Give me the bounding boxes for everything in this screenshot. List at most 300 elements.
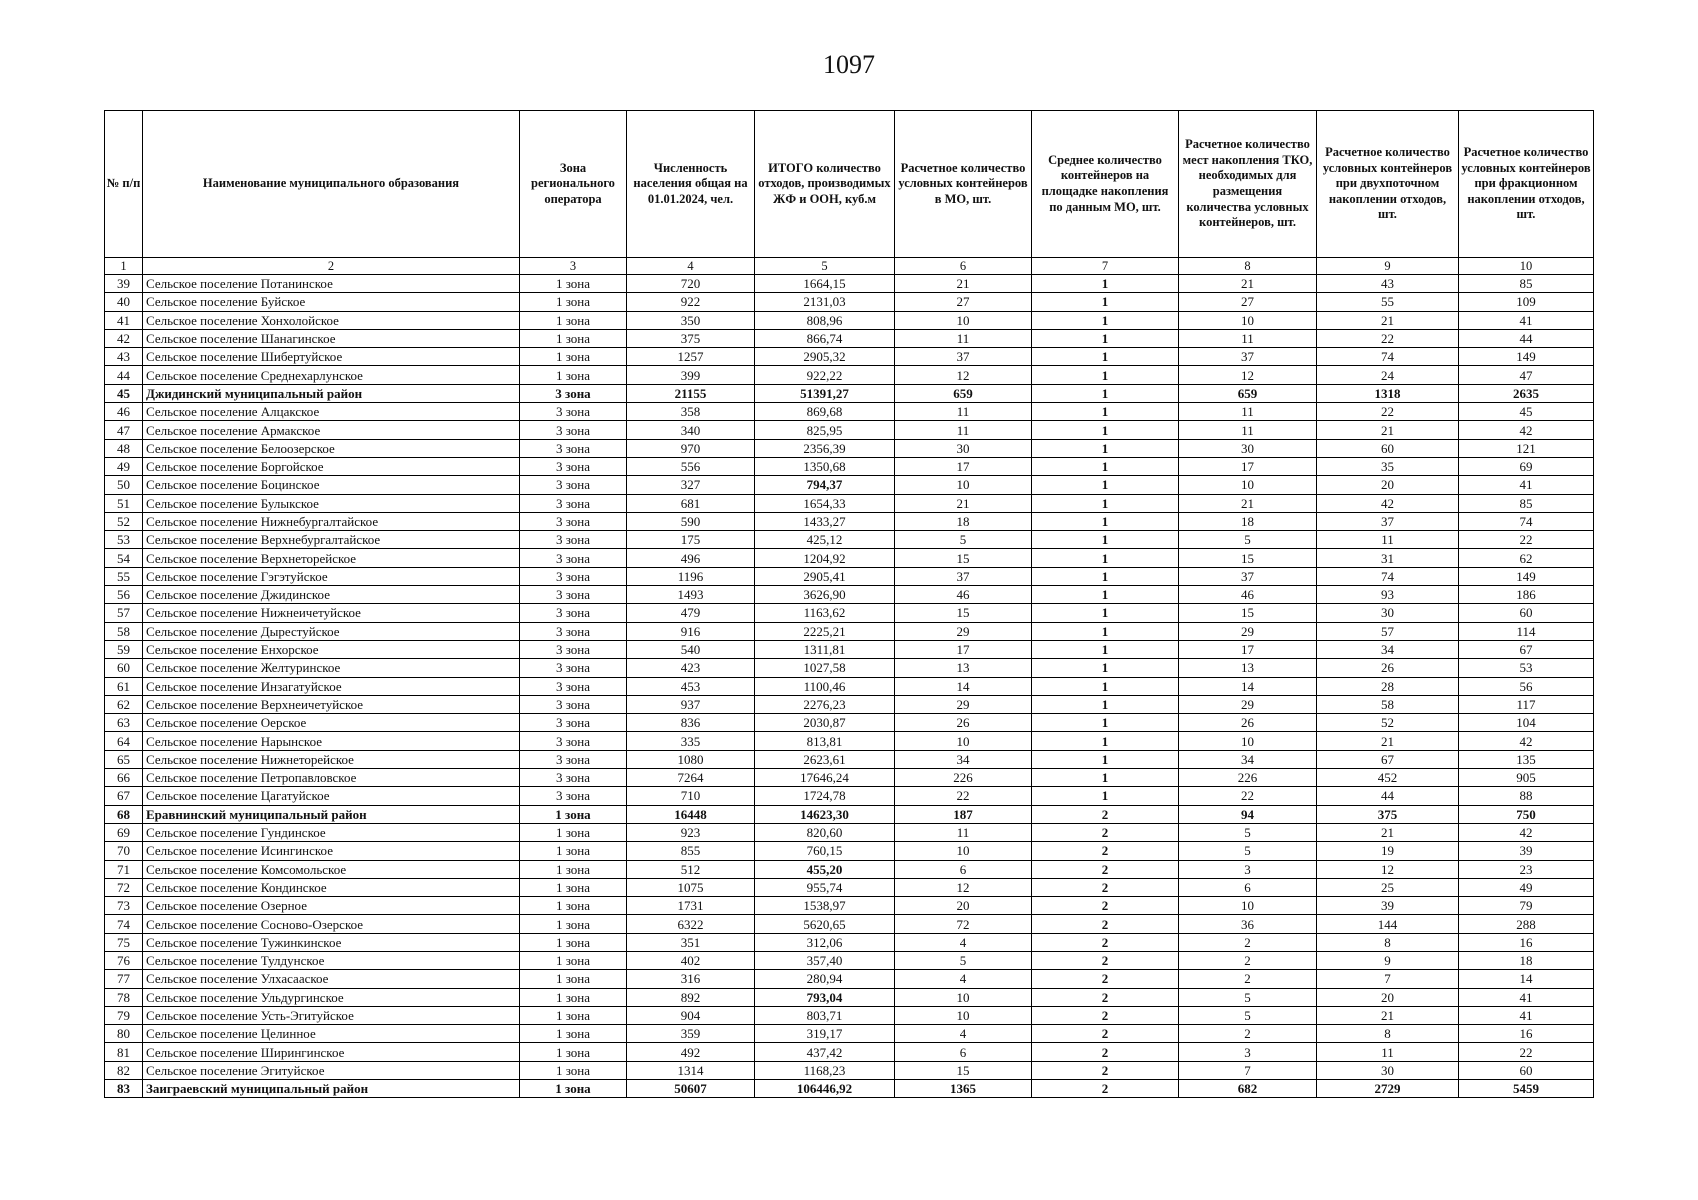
collection-places: 7 xyxy=(1179,1061,1317,1079)
zone: 3 зона xyxy=(520,403,627,421)
population: 175 xyxy=(627,531,755,549)
row-number: 56 xyxy=(105,586,143,604)
two-stream-containers: 11 xyxy=(1317,1043,1459,1061)
fraction-containers: 53 xyxy=(1459,659,1594,677)
fraction-containers: 2635 xyxy=(1459,384,1594,402)
avg-containers: 1 xyxy=(1032,622,1179,640)
two-stream-containers: 28 xyxy=(1317,677,1459,695)
two-stream-containers: 43 xyxy=(1317,275,1459,293)
waste-volume: 1664,15 xyxy=(755,275,895,293)
table-row xyxy=(105,348,1594,366)
collection-places: 5 xyxy=(1179,988,1317,1006)
municipality-name: Сельское поселение Буйское xyxy=(143,293,520,311)
avg-containers: 1 xyxy=(1032,586,1179,604)
zone: 1 зона xyxy=(520,933,627,951)
avg-containers: 2 xyxy=(1032,988,1179,1006)
fraction-containers: 22 xyxy=(1459,1043,1594,1061)
container-count: 10 xyxy=(895,476,1032,494)
row-number: 77 xyxy=(105,970,143,988)
row-number: 58 xyxy=(105,622,143,640)
waste-volume: 793,04 xyxy=(755,988,895,1006)
population: 358 xyxy=(627,403,755,421)
municipality-name: Сельское поселение Озерное xyxy=(143,897,520,915)
avg-containers: 1 xyxy=(1032,421,1179,439)
collection-places: 659 xyxy=(1179,384,1317,402)
population: 937 xyxy=(627,695,755,713)
zone: 3 зона xyxy=(520,787,627,805)
avg-containers: 1 xyxy=(1032,384,1179,402)
two-stream-containers: 1318 xyxy=(1317,384,1459,402)
container-count: 10 xyxy=(895,842,1032,860)
population: 1257 xyxy=(627,348,755,366)
waste-volume: 866,74 xyxy=(755,329,895,347)
population: 1493 xyxy=(627,586,755,604)
zone: 3 зона xyxy=(520,586,627,604)
container-count: 6 xyxy=(895,1043,1032,1061)
waste-volume: 808,96 xyxy=(755,311,895,329)
population: 359 xyxy=(627,1025,755,1043)
municipality-name: Сельское поселение Инзагатуйское xyxy=(143,677,520,695)
avg-containers: 1 xyxy=(1032,293,1179,311)
container-count: 15 xyxy=(895,604,1032,622)
column-number: 7 xyxy=(1032,258,1179,275)
waste-volume: 3626,90 xyxy=(755,586,895,604)
fraction-containers: 114 xyxy=(1459,622,1594,640)
collection-places: 2 xyxy=(1179,1025,1317,1043)
fraction-containers: 149 xyxy=(1459,348,1594,366)
row-number: 47 xyxy=(105,421,143,439)
container-count: 4 xyxy=(895,1025,1032,1043)
column-number: 4 xyxy=(627,258,755,275)
municipality-name: Сельское поселение Верхнеторейское xyxy=(143,549,520,567)
population: 399 xyxy=(627,366,755,384)
table-row xyxy=(105,860,1594,878)
waste-volume: 437,42 xyxy=(755,1043,895,1061)
collection-places: 226 xyxy=(1179,769,1317,787)
avg-containers: 2 xyxy=(1032,951,1179,969)
container-count: 17 xyxy=(895,457,1032,475)
column-number: 6 xyxy=(895,258,1032,275)
municipality-name: Сельское поселение Нижнеичетуйское xyxy=(143,604,520,622)
municipality-name: Сельское поселение Нарынское xyxy=(143,732,520,750)
container-count: 15 xyxy=(895,1061,1032,1079)
table-row xyxy=(105,275,1594,293)
avg-containers: 1 xyxy=(1032,567,1179,585)
municipality-name: Сельское поселение Гэгэтуйское xyxy=(143,567,520,585)
zone: 3 зона xyxy=(520,732,627,750)
waste-volume: 1538,97 xyxy=(755,897,895,915)
row-number: 79 xyxy=(105,1006,143,1024)
table-row xyxy=(105,1080,1594,1098)
two-stream-containers: 74 xyxy=(1317,348,1459,366)
waste-volume: 1350,68 xyxy=(755,457,895,475)
table-row xyxy=(105,951,1594,969)
collection-places: 46 xyxy=(1179,586,1317,604)
collection-places: 3 xyxy=(1179,1043,1317,1061)
zone: 3 зона xyxy=(520,714,627,732)
row-number: 72 xyxy=(105,878,143,896)
two-stream-containers: 22 xyxy=(1317,403,1459,421)
row-number: 40 xyxy=(105,293,143,311)
row-number: 73 xyxy=(105,897,143,915)
municipality-name: Сельское поселение Сосново-Озерское xyxy=(143,915,520,933)
zone: 1 зона xyxy=(520,988,627,1006)
collection-places: 11 xyxy=(1179,329,1317,347)
container-count: 22 xyxy=(895,787,1032,805)
table-row xyxy=(105,311,1594,329)
two-stream-containers: 52 xyxy=(1317,714,1459,732)
two-stream-containers: 74 xyxy=(1317,567,1459,585)
municipality-name: Сельское поселение Боцинское xyxy=(143,476,520,494)
avg-containers: 1 xyxy=(1032,476,1179,494)
avg-containers: 2 xyxy=(1032,933,1179,951)
collection-places: 15 xyxy=(1179,549,1317,567)
zone: 3 зона xyxy=(520,640,627,658)
avg-containers: 1 xyxy=(1032,787,1179,805)
avg-containers: 2 xyxy=(1032,1080,1179,1098)
table-row xyxy=(105,732,1594,750)
table-row xyxy=(105,1025,1594,1043)
waste-volume: 794,37 xyxy=(755,476,895,494)
municipality-name: Сельское поселение Улхасаaское xyxy=(143,970,520,988)
two-stream-containers: 21 xyxy=(1317,732,1459,750)
waste-volume: 1027,58 xyxy=(755,659,895,677)
municipality-name: Сельское поселение Булыкское xyxy=(143,494,520,512)
two-stream-containers: 24 xyxy=(1317,366,1459,384)
fraction-containers: 121 xyxy=(1459,439,1594,457)
row-number: 76 xyxy=(105,951,143,969)
table-row xyxy=(105,1043,1594,1061)
table-row xyxy=(105,476,1594,494)
population: 50607 xyxy=(627,1080,755,1098)
fraction-containers: 74 xyxy=(1459,512,1594,530)
municipality-name: Сельское поселение Тулдунское xyxy=(143,951,520,969)
waste-volume: 820,60 xyxy=(755,823,895,841)
column-number: 8 xyxy=(1179,258,1317,275)
container-count: 46 xyxy=(895,586,1032,604)
waste-volume: 825,95 xyxy=(755,421,895,439)
table-row xyxy=(105,640,1594,658)
row-number: 51 xyxy=(105,494,143,512)
waste-volume: 869,68 xyxy=(755,403,895,421)
municipality-name: Еравнинский муниципальный район xyxy=(143,805,520,823)
zone: 3 зона xyxy=(520,531,627,549)
container-count: 29 xyxy=(895,622,1032,640)
municipality-name: Сельское поселение Верхнебургалтайское xyxy=(143,531,520,549)
header-cell: Наименование муниципального образования xyxy=(143,111,520,258)
avg-containers: 2 xyxy=(1032,1061,1179,1079)
fraction-containers: 41 xyxy=(1459,311,1594,329)
two-stream-containers: 8 xyxy=(1317,1025,1459,1043)
header-cell: Расчетное количество условных контейнеров при фракционном накоплении отходов, шт. xyxy=(1459,111,1594,258)
row-number: 43 xyxy=(105,348,143,366)
population: 904 xyxy=(627,1006,755,1024)
two-stream-containers: 144 xyxy=(1317,915,1459,933)
two-stream-containers: 34 xyxy=(1317,640,1459,658)
avg-containers: 1 xyxy=(1032,640,1179,658)
two-stream-containers: 93 xyxy=(1317,586,1459,604)
municipality-name: Сельское поселение Ульдургинское xyxy=(143,988,520,1006)
zone: 3 зона xyxy=(520,384,627,402)
collection-places: 10 xyxy=(1179,732,1317,750)
zone: 3 зона xyxy=(520,659,627,677)
row-number: 68 xyxy=(105,805,143,823)
container-count: 5 xyxy=(895,951,1032,969)
row-number: 61 xyxy=(105,677,143,695)
municipality-name: Джидинский муниципальный район xyxy=(143,384,520,402)
municipality-name: Сельское поселение Среднехарлунское xyxy=(143,366,520,384)
table-row xyxy=(105,329,1594,347)
collection-places: 14 xyxy=(1179,677,1317,695)
column-number: 5 xyxy=(755,258,895,275)
fraction-containers: 60 xyxy=(1459,1061,1594,1079)
collection-places: 26 xyxy=(1179,714,1317,732)
zone: 1 зона xyxy=(520,823,627,841)
table-row xyxy=(105,915,1594,933)
municipality-name: Сельское поселение Боргойское xyxy=(143,457,520,475)
row-number: 46 xyxy=(105,403,143,421)
municipality-name: Заиграевский муниципальный район xyxy=(143,1080,520,1098)
row-number: 48 xyxy=(105,439,143,457)
avg-containers: 1 xyxy=(1032,714,1179,732)
data-table xyxy=(104,110,1594,1098)
zone: 3 зона xyxy=(520,512,627,530)
municipality-name: Сельское поселение Исингинское xyxy=(143,842,520,860)
table-row xyxy=(105,531,1594,549)
population: 720 xyxy=(627,275,755,293)
municipality-name: Сельское поселение Целинное xyxy=(143,1025,520,1043)
header-cell: Среднее количество контейнеров на площадке накопления по данным МО, шт. xyxy=(1032,111,1179,258)
column-number: 10 xyxy=(1459,258,1594,275)
table-row xyxy=(105,494,1594,512)
population: 922 xyxy=(627,293,755,311)
table-row xyxy=(105,659,1594,677)
waste-volume: 803,71 xyxy=(755,1006,895,1024)
population: 479 xyxy=(627,604,755,622)
container-count: 659 xyxy=(895,384,1032,402)
container-count: 4 xyxy=(895,933,1032,951)
fraction-containers: 288 xyxy=(1459,915,1594,933)
zone: 3 зона xyxy=(520,567,627,585)
container-count: 6 xyxy=(895,860,1032,878)
population: 556 xyxy=(627,457,755,475)
container-count: 10 xyxy=(895,1006,1032,1024)
container-count: 15 xyxy=(895,549,1032,567)
two-stream-containers: 8 xyxy=(1317,933,1459,951)
row-number: 50 xyxy=(105,476,143,494)
zone: 1 зона xyxy=(520,311,627,329)
table-row xyxy=(105,842,1594,860)
waste-volume: 51391,27 xyxy=(755,384,895,402)
row-number: 67 xyxy=(105,787,143,805)
avg-containers: 2 xyxy=(1032,1025,1179,1043)
collection-places: 11 xyxy=(1179,421,1317,439)
waste-volume: 2905,32 xyxy=(755,348,895,366)
zone: 3 зона xyxy=(520,769,627,787)
zone: 3 зона xyxy=(520,549,627,567)
row-number: 66 xyxy=(105,769,143,787)
two-stream-containers: 452 xyxy=(1317,769,1459,787)
table-row xyxy=(105,823,1594,841)
avg-containers: 2 xyxy=(1032,1043,1179,1061)
table-row xyxy=(105,549,1594,567)
zone: 3 зона xyxy=(520,457,627,475)
waste-volume: 5620,65 xyxy=(755,915,895,933)
waste-volume: 922,22 xyxy=(755,366,895,384)
waste-volume: 312,06 xyxy=(755,933,895,951)
container-count: 37 xyxy=(895,567,1032,585)
municipality-name: Сельское поселение Тужинкинское xyxy=(143,933,520,951)
fraction-containers: 42 xyxy=(1459,732,1594,750)
zone: 1 зона xyxy=(520,878,627,896)
container-count: 11 xyxy=(895,823,1032,841)
header-cell: № п/п xyxy=(105,111,143,258)
waste-volume: 2131,03 xyxy=(755,293,895,311)
container-count: 14 xyxy=(895,677,1032,695)
two-stream-containers: 35 xyxy=(1317,457,1459,475)
fraction-containers: 79 xyxy=(1459,897,1594,915)
page-number: 1097 xyxy=(823,50,875,79)
population: 327 xyxy=(627,476,755,494)
fraction-containers: 42 xyxy=(1459,823,1594,841)
population: 7264 xyxy=(627,769,755,787)
avg-containers: 2 xyxy=(1032,970,1179,988)
two-stream-containers: 2729 xyxy=(1317,1080,1459,1098)
population: 453 xyxy=(627,677,755,695)
table-row xyxy=(105,805,1594,823)
municipality-name: Сельское поселение Цагатуйское xyxy=(143,787,520,805)
two-stream-containers: 44 xyxy=(1317,787,1459,805)
two-stream-containers: 21 xyxy=(1317,311,1459,329)
table-row xyxy=(105,933,1594,951)
municipality-name: Сельское поселение Комсомольское xyxy=(143,860,520,878)
zone: 1 зона xyxy=(520,1006,627,1024)
population: 492 xyxy=(627,1043,755,1061)
avg-containers: 1 xyxy=(1032,403,1179,421)
collection-places: 10 xyxy=(1179,897,1317,915)
collection-places: 21 xyxy=(1179,275,1317,293)
collection-places: 5 xyxy=(1179,823,1317,841)
fraction-containers: 750 xyxy=(1459,805,1594,823)
municipality-name: Сельское поселение Усть-Эгитуйское xyxy=(143,1006,520,1024)
container-count: 21 xyxy=(895,494,1032,512)
two-stream-containers: 30 xyxy=(1317,1061,1459,1079)
municipality-name: Сельское поселение Шибертуйское xyxy=(143,348,520,366)
two-stream-containers: 20 xyxy=(1317,988,1459,1006)
population: 916 xyxy=(627,622,755,640)
population: 340 xyxy=(627,421,755,439)
municipality-name: Сельское поселение Гундинское xyxy=(143,823,520,841)
zone: 1 зона xyxy=(520,329,627,347)
zone: 1 зона xyxy=(520,1025,627,1043)
municipality-name: Сельское поселение Енхорское xyxy=(143,640,520,658)
two-stream-containers: 21 xyxy=(1317,823,1459,841)
municipality-name: Сельское поселение Потанинское xyxy=(143,275,520,293)
waste-volume: 1100,46 xyxy=(755,677,895,695)
avg-containers: 1 xyxy=(1032,750,1179,768)
table-row xyxy=(105,293,1594,311)
table-row xyxy=(105,604,1594,622)
fraction-containers: 47 xyxy=(1459,366,1594,384)
collection-places: 27 xyxy=(1179,293,1317,311)
container-count: 26 xyxy=(895,714,1032,732)
collection-places: 11 xyxy=(1179,403,1317,421)
municipality-name: Сельское поселение Оерское xyxy=(143,714,520,732)
avg-containers: 1 xyxy=(1032,494,1179,512)
municipality-name: Сельское поселение Желтуринское xyxy=(143,659,520,677)
container-count: 17 xyxy=(895,640,1032,658)
table-body xyxy=(105,275,1594,1098)
avg-containers: 1 xyxy=(1032,677,1179,695)
municipality-name: Сельское поселение Армакское xyxy=(143,421,520,439)
population: 496 xyxy=(627,549,755,567)
container-count: 11 xyxy=(895,421,1032,439)
table-row xyxy=(105,695,1594,713)
population: 512 xyxy=(627,860,755,878)
row-number: 49 xyxy=(105,457,143,475)
avg-containers: 1 xyxy=(1032,732,1179,750)
container-count: 5 xyxy=(895,531,1032,549)
population: 402 xyxy=(627,951,755,969)
municipality-name: Сельское поселение Верхнеичетуйское xyxy=(143,695,520,713)
row-number: 59 xyxy=(105,640,143,658)
collection-places: 5 xyxy=(1179,531,1317,549)
fraction-containers: 14 xyxy=(1459,970,1594,988)
collection-places: 13 xyxy=(1179,659,1317,677)
row-number: 45 xyxy=(105,384,143,402)
container-count: 34 xyxy=(895,750,1032,768)
waste-volume: 357,40 xyxy=(755,951,895,969)
two-stream-containers: 11 xyxy=(1317,531,1459,549)
fraction-containers: 23 xyxy=(1459,860,1594,878)
avg-containers: 1 xyxy=(1032,311,1179,329)
collection-places: 10 xyxy=(1179,311,1317,329)
two-stream-containers: 21 xyxy=(1317,1006,1459,1024)
population: 540 xyxy=(627,640,755,658)
population: 335 xyxy=(627,732,755,750)
population: 350 xyxy=(627,311,755,329)
municipality-name: Сельское поселение Эгитуйское xyxy=(143,1061,520,1079)
collection-places: 5 xyxy=(1179,1006,1317,1024)
avg-containers: 1 xyxy=(1032,275,1179,293)
zone: 3 зона xyxy=(520,476,627,494)
fraction-containers: 41 xyxy=(1459,988,1594,1006)
row-number: 63 xyxy=(105,714,143,732)
fraction-containers: 67 xyxy=(1459,640,1594,658)
fraction-containers: 186 xyxy=(1459,586,1594,604)
container-count: 12 xyxy=(895,366,1032,384)
table-row xyxy=(105,421,1594,439)
zone: 3 зона xyxy=(520,494,627,512)
row-number: 54 xyxy=(105,549,143,567)
row-number: 39 xyxy=(105,275,143,293)
waste-volume: 1654,33 xyxy=(755,494,895,512)
collection-places: 17 xyxy=(1179,640,1317,658)
collection-places: 15 xyxy=(1179,604,1317,622)
row-number: 75 xyxy=(105,933,143,951)
population: 423 xyxy=(627,659,755,677)
fraction-containers: 56 xyxy=(1459,677,1594,695)
two-stream-containers: 30 xyxy=(1317,604,1459,622)
collection-places: 37 xyxy=(1179,567,1317,585)
table-row xyxy=(105,567,1594,585)
collection-places: 29 xyxy=(1179,622,1317,640)
collection-places: 10 xyxy=(1179,476,1317,494)
fraction-containers: 49 xyxy=(1459,878,1594,896)
population: 836 xyxy=(627,714,755,732)
fraction-containers: 62 xyxy=(1459,549,1594,567)
municipality-name: Сельское поселение Дырестуйское xyxy=(143,622,520,640)
